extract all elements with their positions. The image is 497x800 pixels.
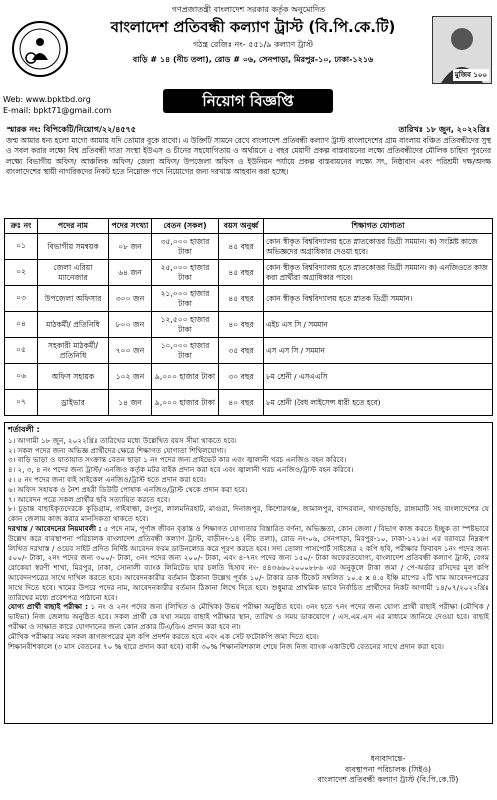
row-age: ৪০ বছর — [219, 390, 264, 416]
email-link[interactable]: E-mail: bpkt71@gmail.com — [3, 106, 112, 115]
table-row — [5, 390, 493, 416]
row-salary: ২১,০০০ হাজার টাকা — [152, 286, 219, 312]
job-table — [4, 218, 493, 416]
table-row — [5, 364, 493, 390]
col-qualification: শিক্ষাগত যোগ্যতা — [264, 219, 493, 234]
row-age: ৩০ বছর — [219, 364, 264, 390]
row-count: ১৪ জন — [109, 390, 152, 416]
row-age: ৪৫ বছর — [219, 234, 264, 260]
selection-exam — [8, 602, 489, 631]
contact-info — [3, 94, 111, 116]
row-qualification: এইচ এস সি / সমমান — [264, 312, 493, 338]
row-salary: ৯,০০০ হাজার টাকা — [152, 390, 219, 416]
term-item: ১। আগামী ১৮ জুন, ২০২২খ্রিঃ তারিখের মধ্যে উল্লেখিত বয়স সীমা থাকতে হবে। — [8, 435, 237, 445]
table-row — [5, 260, 493, 286]
terms-section — [4, 422, 493, 724]
row-qualification: এস এস সি / সমমান — [264, 338, 493, 364]
row-post: ড্রাইভার — [38, 390, 109, 416]
row-age: ৩৫ বছর — [219, 338, 264, 364]
row-salary: ২৫,০০০ হাজার টাকা — [152, 260, 219, 286]
selection-exam-heading: যোগ্য প্রার্থী বাছাই পরীক্ষা : — [8, 602, 88, 612]
advertisement-page — [3, 2, 494, 798]
row-age: ৪৫ বছর — [219, 260, 264, 286]
row-post: মাঠকর্মী/ প্রতিনিধি — [38, 312, 109, 338]
signature-block — [288, 754, 488, 786]
table-row — [5, 234, 493, 260]
row-serial: ০৭ — [5, 390, 38, 416]
row-post: সহকারী মাঠকর্মী/ প্রতিনিধি — [38, 338, 109, 364]
signature-org: বাংলাদেশ প্রতিবন্ধী কল্যাণ ট্রাস্ট (বি.পি.কে.টি) — [317, 775, 459, 784]
office-address: বাড়ি # ১৪ (নীচ তলা), রোড # ০৬, সেনপাড়া, মিরপুর-১০, ঢাকা-১২১৬ — [132, 55, 374, 64]
intro-paragraph: জন্ম আমার ধন্য হলো মাগো আমায় যদি তোমার বুকে রাখো। এ উক্তিটি সামনে রেখে বাংলাদেশ প্রতিবন্ধী কল্যাণ ট্রাস্ট বাংলাদেশের গ্রাম বাংলায় বঞ্চিত প্রতিবন্ধীদের সুস্থ ও সবল করার লক্ষ্যে বিশ্ব প্রতিবন্ধী দাতা সংস্থা ইউএস ও চীনের সহযোগিতায় ও অর্থায়নে ৫ বছর মেয়াদী প্রকল্প বাস্তবায়নের লক্ষ্যে প্রতিবন্ধীদের মৌলিক চাহিদা পুরনের লক্ষ্যে বিভাগীয় অফিস/ আঞ্চলিক অফিস/ জেলা অফিস/ উপজেলা অফিস ও ইউনিয়ন পর্যায়ে প্রকল্প বাস্তবায়নের লক্ষ্যে সৎ, নিষ্ঠাবান এবং পরিশ্রমী দক্ষ/অদক্ষ বাংলাদেশের স্থায়ী নাগরিকদের নিকট হতে নিম্নোক্ত পদে নিয়োগের জন্য দরখাস্ত আহবান করা হচ্ছে। — [6, 136, 491, 176]
row-post: অফিস সহায়ক — [38, 364, 109, 390]
terms-title: শর্তাবলী : — [8, 425, 40, 434]
row-qualification: ৮ম শ্রেনী / এসএএসি — [264, 364, 493, 390]
application-rules-text: ৫ পদে নাম, পূর্ণাঙ্গ জীবন বৃত্তান্ত ও শিক্ষাগত যোগ্যতার বিস্তারিত বর্ণনা, অভিজ্ঞতা, কোন জেলা / বিভাগ কাজ করতে ইচ্ছুক তা স্পষ্টভাবে উল্লেখ করে ব্যবস্থাপনা পরিচালক বাংলাদেশ প্রতিবন্ধী কল্যাণ ট্রাস্ট, বাড়ীনং-১৪ (নীচ তলা), রোড নং-০৬, সেনপাড়া, মিরপুর-১০, ঢাকা-১২১৬। এর বরাবরে নিম্নরূপ লিখিত দরখাস্ত / ওয়েব সাইট প্রদিত নির্দিষ্ট আবেদন ফরম ডাউনলোড করে পূরণ করতে হবে। সদ্য তোলা পাসপোর্ট সাইজের ২ কপি ছবি, পরীক্ষার ফিবাবদ ১নং পদের জন্য ৫০০/- টাকা, ২নং পদের জন্য ৩০০/- টাকা, ৩নং পদের জন্য ২০০/- টাকা, এবং ৪-৭নং পদের জন্য ১৫০/- টাকা অফেরতযোগ্য, বাংলাদেশ প্রতিবন্ধী কল্যাণ ট্রাস্ট, বেগম রোকেয়া স্বরণী শাখা, মিরপুর, ঢাকা, সোনালী ব্যাংক লিমিটেড যার চলতি হিসাব নং- ৪৪৩৬৬০২০০০৮৮৬ এর অনুকূলে টাকা জমা / পে-অর্ডার রসিদের মূল কপি আবেদনপত্রের সাথে দাখিল করতে হবে। আবেদনকারীর বর্তমান ঠিকানা উল্লেখ পূর্বক ১০/- টাকার ডাক টিকেট সম্বলিত ১০.৫ x ৪.৫ ইঞ্চি মাপের ২টি খাম আবেদনপত্রের সাথে দিতে হবে। খামের উপরে পদের নাম, আবেদনকারীর বর্তমান ঠিকানা লিখে দিতে হবে। শুধুমাত্র প্রাথমিক ভাবে নির্বাচিত প্রার্থীদের নিকট আগামী ১৪/০৭/২০২২খ্রিঃ তারিখের মধ্যে প্রবেশপত্র পাঠানো হবে। — [8, 523, 489, 602]
registration-number: গঠন্ত্র রেজিঃ নং- ৫৫১/৯ কল্যাণ ট্রাস্ট — [192, 40, 313, 49]
term-item: ৩। বাড়ি ভাড়া ও যাতায়াত সংক্রান্ত বেতন ছাড়া ১ নং পদের জন্য প্রাইভেট কার এবং জ্বালানী খরচ এনজিও বহন করিবে। — [8, 455, 347, 465]
website-link[interactable]: Web: www.bpktbd.org — [3, 95, 91, 104]
row-age: ৪৫ বছর — [219, 286, 264, 312]
row-qualification: কোন স্বীকৃত বিশ্ববিদ্যালয় হতে স্নাতকোত্তর ডিগ্রী সমমান। ক) সংশ্লিষ্ট কাজে অভিজ্ঞদের অগ্রাধিকার দেওয়া হবে। — [264, 234, 493, 260]
memo-reference: স্মারক নং: বিপিকেটি/নিয়োগ/২২/৪৫৭৫ — [7, 125, 136, 134]
selection-exam-text: ১ নং ও ২নং পদের জন্য (লিখিত ও মৌখিক) উভয় পরীক্ষা অনুষ্ঠিত হবে। ৩নং হতে ৭নং পদের জন্য যোগ্য প্রার্থী বাছাই পরীক্ষা (মৌখিক / ভাইভা) নিজ জেলায় অনুষ্ঠিত হবে। সকল প্রার্থী কে যথা সময়ে বাছাই পরীক্ষার স্থান, তারিখ ও সময় ডাকযোগে / এস.এম.এস এর মাধ্যমে জানিয়ে দেওয়া হবে। বাছাই পরীক্ষা ও সাক্ষাত কারে যোগদানের জন্য কোন প্রকার টিএ/ডিএ প্রদান করা হবে না। — [8, 602, 489, 631]
trainee-note: শিক্ষানবীশকালে (৩ মাস বেতনের ৭০ % হারে প্রদান করা হবে) বাকী ৩০% শিক্ষানবিশকাল শেষে নিজ নিজ ব্যাংক একাউন্টে বেতনের সাথে প্রদান করা হবে। — [8, 641, 444, 651]
term-item: ৬। অফিস সহায়ক ও নৈশ প্রহরী ডিউটি পোষাক এনজিও/ট্রাস্ট থেকে প্রদান করা হবে। — [8, 484, 248, 494]
row-serial: ০২ — [5, 260, 38, 286]
signature-title: ব্যবস্থাপনা পরিচালক (সিইও) — [344, 764, 432, 774]
trust-logo-icon — [11, 20, 69, 78]
portrait-image — [432, 16, 492, 84]
mujib-100-badge: মুজিব ১০০ — [454, 71, 487, 79]
row-count: ০৮ জন — [109, 234, 152, 260]
row-serial: ০১ — [5, 234, 38, 260]
row-age: ৪০ বছর — [219, 312, 264, 338]
row-serial: ০৪ — [5, 312, 38, 338]
table-row — [5, 312, 493, 338]
recruitment-banner: নিয়োগ বিজ্ঞপ্তি — [163, 89, 333, 113]
row-salary: ১০,০০০ হাজার টাকা — [152, 338, 219, 364]
row-qualification: কোন স্বীকৃত বিশ্ববিদ্যালয় হতে স্নাতকোত্তর ডিগ্রী সমমান। ক) এনজিওতে কাজ করা প্রার্থীরা অগ্রাধিকার পাবে। — [264, 260, 493, 286]
term-item: ৭। আবেদন পত্রে সকল প্রার্থীর ছবি সত্যায়িত করতে হবে। — [8, 494, 171, 504]
col-serial: ক্রঃ নং — [5, 219, 38, 234]
row-salary: ৯,০০০ হাজার টাকা — [152, 364, 219, 390]
row-count: ৬৪ জন — [109, 260, 152, 286]
row-serial: ০৫ — [5, 338, 38, 364]
col-salary: বেতন (সকল) — [152, 219, 219, 234]
term-item: ২। সকল পদের জন্য অভিজ্ঞ প্রার্থীদের ক্ষেত্রে শিক্ষাগত যোগ্যতা শিথিলযোগ্য। — [8, 445, 227, 455]
term-item: ৪। ২, ৩, ৪ নং পদের জন্য ট্রাস্ট/ এনজিও কর্তৃক মটর বাইক প্রদান করা হবে এবং জ্বালানী খরচ এনজিও/ট্রাস্ট বহন করিবে। — [8, 465, 354, 475]
table-row — [5, 338, 493, 364]
table-row — [5, 286, 493, 312]
row-post: বিভাগীয় সমন্বয়ক — [38, 234, 109, 260]
memo-date: তারিখঃ ১৮ জুন, ২০২২খ্রিঃ — [398, 125, 490, 134]
row-qualification: কোন স্বীকৃত বিশ্ববিদ্যালয় হতে স্নাতক ডিগ্রী সমমান। — [264, 286, 493, 312]
row-post: জেলা এরিয়া ম্যানেজার — [38, 260, 109, 286]
term-item: ৫। ৫ নং পদের জন্য বাই সাইকেল এনজিও/ট্রাস্ট হতে প্রদান করা হবে। — [8, 474, 206, 484]
application-rules — [8, 524, 489, 602]
term-item: ৮। চূড়ান্ত বাছাইকৃতদেরকে কুড়িগ্রাম, গাইবান্ধা, রংপুর, লালমনিরহাট, মাগুরা, দিনাজপুর, কিশোরগঞ্জ, জামালপুর, বান্দরবান, খাগড়াছড়ি, রাঙ্গামাটি সহ বাংলাদেশের যে কোন জেলায় কাজ করার মানসিকতা থাকতে হবে। — [8, 504, 489, 524]
header — [3, 2, 494, 122]
col-post: পদের নাম — [38, 219, 109, 234]
row-count: ৮০০ জন — [109, 312, 152, 338]
row-count: ৩০০ জন — [109, 286, 152, 312]
col-age: বয়স অনুর্ধ্ব — [219, 219, 264, 234]
organization-name: বাংলাদেশ প্রতিবন্ধী কল্যাণ ট্রাস্ট (বি.পি.কে.টি) — [110, 18, 396, 36]
row-post: উপজেলা অফিসার — [38, 286, 109, 312]
col-count: পদের সংখ্যা — [109, 219, 152, 234]
application-rules-heading: দরখাস্ত / আবেদনের নিয়মাবলী : — [8, 523, 102, 533]
row-salary: ৩৫,০০০ হাজার টাকা — [152, 234, 219, 260]
row-count: ৭০০ জন — [109, 338, 152, 364]
signature-greeting: ধন্যবাদান্তে- — [370, 754, 406, 763]
row-count: ১০২ জন — [109, 364, 152, 390]
row-serial: ০৬ — [5, 364, 38, 390]
row-serial: ০৩ — [5, 286, 38, 312]
row-salary: ১২,৫০০ হাজার টাকা — [152, 312, 219, 338]
viva-note: মৌখিক পরীক্ষার সময় সকল কাগজপত্রের মূল কপি প্রদর্শন করতে হবে এবং এক সেট ফটোকপি জমা দিতে হবে। — [8, 631, 319, 641]
row-qualification: ৮ম শ্রেনী (বৈধ লাইসেন্স ধারী হতে হবে) — [264, 390, 493, 416]
memo-row — [3, 122, 494, 136]
approval-line: গণপ্রজাতন্ত্রী বাংলাদেশ সরকার কর্তৃক অনুমোদিত — [171, 5, 326, 14]
job-table-header — [5, 219, 493, 234]
